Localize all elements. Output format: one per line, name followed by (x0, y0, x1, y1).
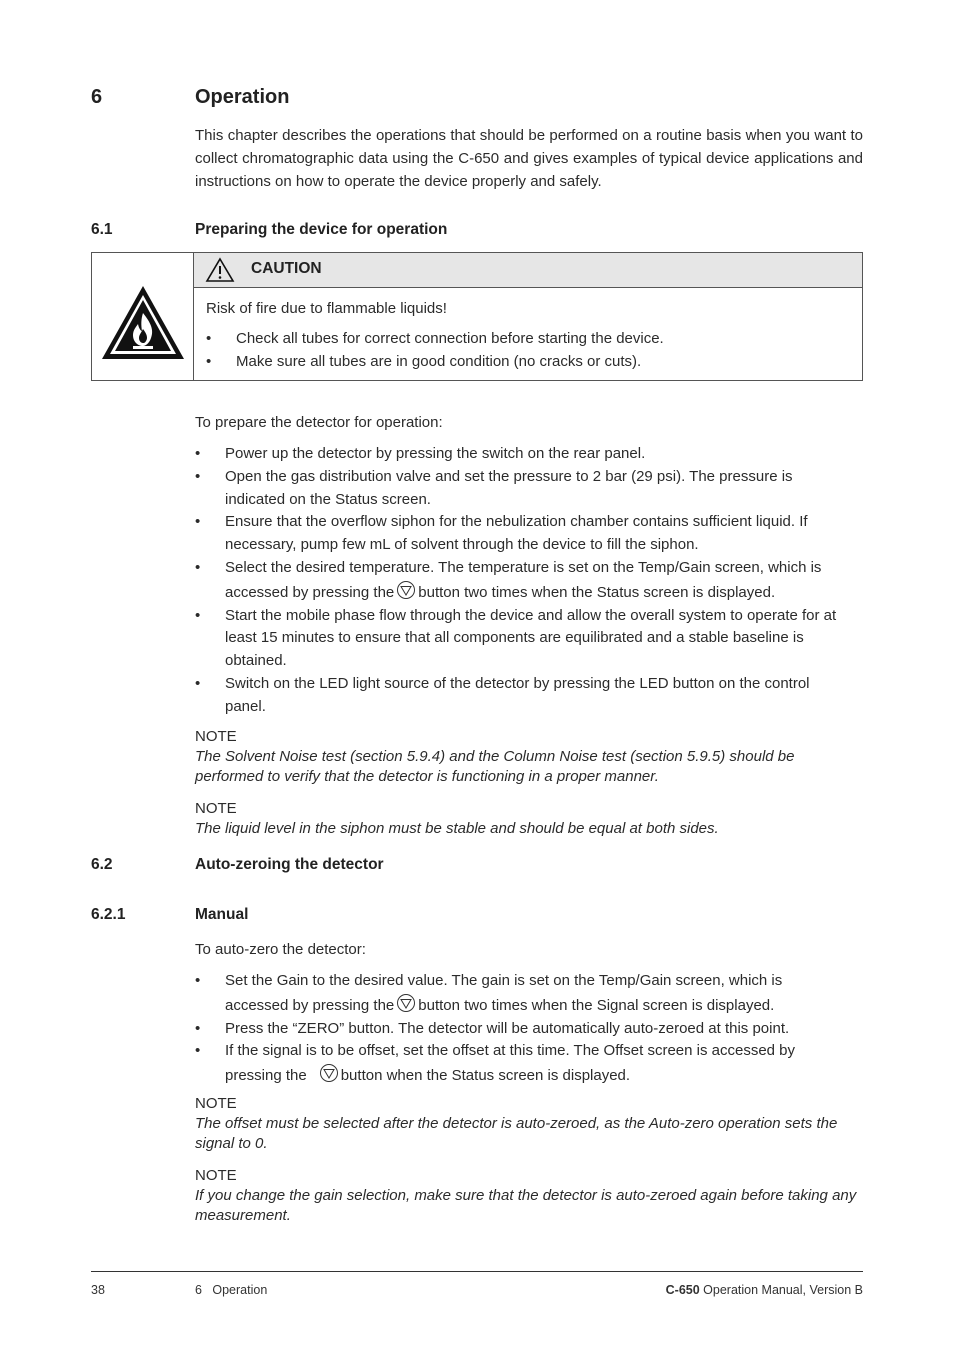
note-text: The offset must be selected after the detector is auto-zeroed, as the Auto-zero operation sets the signal to 0. (195, 1114, 838, 1152)
down-arrow-button-icon (396, 993, 416, 1013)
section-6-2-number: 6.2 (91, 856, 113, 873)
list-item (195, 557, 863, 605)
note-label: NOTE (195, 727, 237, 745)
warning-triangle-icon (205, 257, 235, 283)
note-text: The liquid level in the siphon must be stable and should be equal at both sides. (195, 819, 719, 837)
section-6-2-title: Auto-zeroing the detector (195, 856, 384, 873)
note-label: NOTE (195, 1166, 237, 1184)
section-6-1-number: 6.1 (91, 221, 113, 238)
prep-list (195, 443, 863, 719)
caution-body (206, 297, 852, 374)
footer-section: 6 Operation (195, 1283, 268, 1297)
list-item: • Power up the detector by pressing the switch on the rear panel. (195, 443, 863, 466)
down-arrow-button-icon (396, 580, 416, 600)
list-item: • Start the mobile phase flow through the device and allow the overall system to operate for at least 15 minutes to ensure that all components are equilibrated and a stable baseline is obtained. (195, 605, 863, 673)
chapter-number: 6 (91, 86, 103, 108)
manual-lead: To auto-zero the detector: (195, 941, 366, 958)
list-item-text: button two times when the Signal screen is displayed. (418, 996, 775, 1014)
caution-icon-cell (92, 253, 194, 380)
manual-note-2 (195, 1166, 863, 1226)
caution-risk-text: Risk of fire due to flammable liquids! (206, 300, 447, 317)
list-item-text: Set the Gain to the desired value. The gain is set on the Temp/Gain screen, which is accessed by pressing the (225, 972, 783, 1014)
footer-document-title (666, 1283, 863, 1297)
caution-label: CAUTION (251, 260, 322, 277)
list-item (195, 1040, 863, 1088)
note-label: NOTE (195, 1094, 237, 1112)
caution-header (194, 253, 862, 288)
note-text: If you change the gain selection, make sure that the detector is auto-zeroed again before taking any measurement. (195, 1186, 857, 1224)
section-6-1-title: Preparing the device for operation (195, 221, 448, 238)
manual-block (195, 938, 863, 1226)
list-item: • Ensure that the overflow siphon for the nebulization chamber contains sufficient liquid. If necessary, pump few mL of solvent through the device to fill the siphon. (195, 511, 863, 557)
footer-rule (91, 1271, 863, 1272)
list-item: • Switch on the LED light source of the detector by pressing the LED button on the control panel. (195, 673, 863, 719)
footer-manual: Operation Manual, Version B (699, 1283, 863, 1297)
prep-note-2 (195, 799, 863, 839)
caution-box (91, 252, 863, 381)
prep-note-1 (195, 727, 863, 787)
list-item: • Press the “ZERO” button. The detector will be automatically auto-zeroed at this point. (195, 1018, 863, 1041)
chapter-title: Operation (195, 86, 290, 108)
list-item-text: button when the Status screen is displayed. (340, 1067, 631, 1085)
caution-item: • Make sure all tubes are in good condition (no cracks or cuts). (206, 351, 852, 374)
note-label: NOTE (195, 799, 237, 817)
manual-list (195, 970, 863, 1088)
list-item-text: button two times when the Status screen is displayed. (418, 583, 776, 601)
prep-lead: To prepare the detector for operation: (195, 414, 443, 431)
caution-list (206, 328, 852, 374)
note-text: The Solvent Noise test (section 5.9.4) and the Column Noise test (section 5.9.5) should be performed to verify that the detector is functioning in a proper manner. (195, 747, 795, 785)
caution-item: • Check all tubes for correct connection before starting the device. (206, 328, 852, 351)
manual-note-1 (195, 1094, 863, 1154)
down-arrow-button-icon (319, 1063, 339, 1083)
list-item-text: Select the desired temperature. The temperature is set on the Temp/Gain screen, which is accessed by pressing the (225, 558, 822, 601)
prep-block (195, 411, 863, 839)
section-6-2-1-title: Manual (195, 906, 249, 923)
list-item-text: If the signal is to be offset, set the offset at this time. The Offset screen is accessed by pressing the (225, 1042, 796, 1085)
chapter-intro: This chapter describes the operations that should be performed on a routine basis when you want to collect chromatographic data using the C-650 and gives examples of typical device applications and instructions on how to operate the device properly and safely. (195, 127, 863, 190)
list-item: • Open the gas distribution valve and set the pressure to 2 bar (29 psi). The pressure is indicated on the Status screen. (195, 466, 863, 512)
footer-product: C-650 (665, 1283, 700, 1297)
section-6-2-1-number: 6.2.1 (91, 906, 126, 923)
fire-warning-icon (99, 283, 187, 363)
footer-page-number: 38 (91, 1283, 105, 1297)
list-item (195, 970, 863, 1018)
